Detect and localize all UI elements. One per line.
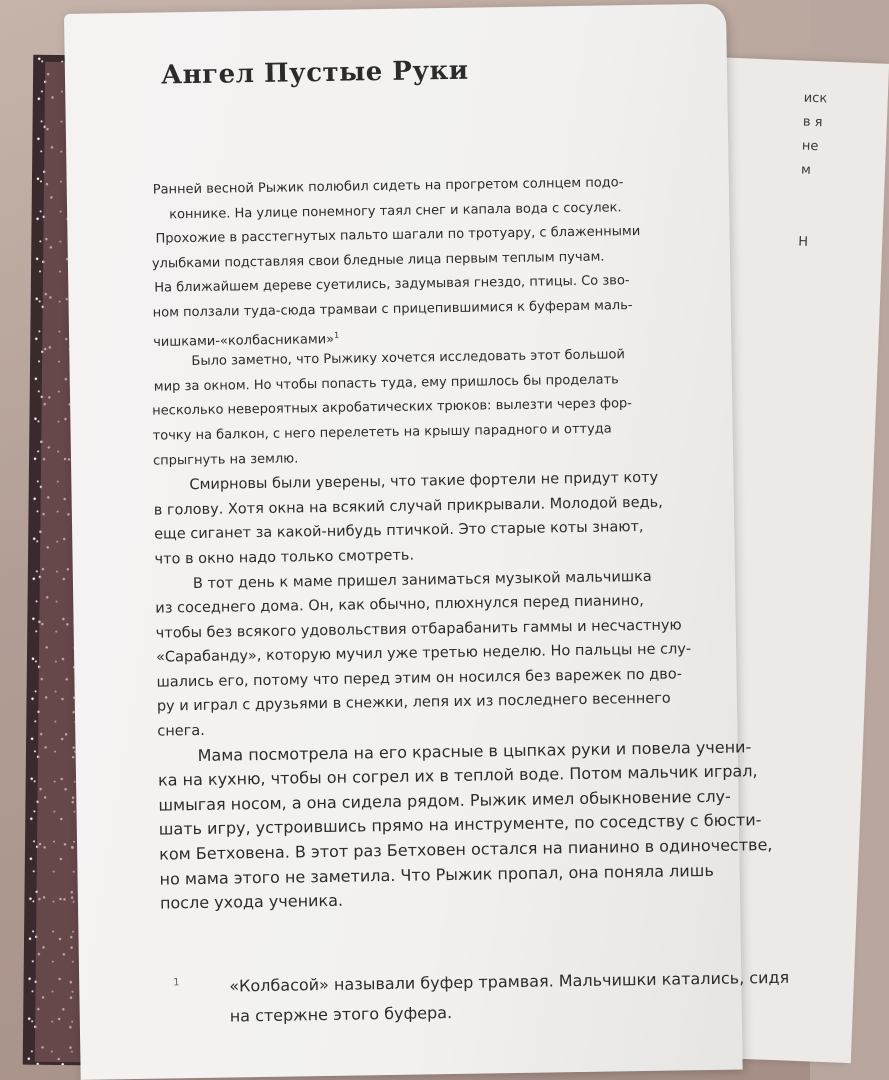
next-page-fragment: не bbox=[801, 138, 819, 155]
text-line: но мама этого не заметила. Что Рыжик пропал, она поняла лишь bbox=[159, 860, 714, 889]
book-page bbox=[64, 4, 790, 1080]
text-line: коннике. На улице понемногу таял снег и капала вода с сосулек. bbox=[169, 199, 622, 222]
text-line: Прохожие в расстегнутых пальто шагали по тротуару, с блаженными bbox=[155, 224, 641, 247]
text-line: На ближайшем дереве суетились, задумывая гнездо, птицы. Со зво- bbox=[154, 273, 630, 296]
text-line: ном ползали туда-сюда трамваи с прицепившимися к буферам маль- bbox=[152, 298, 633, 321]
text-line-content: чишками-«колбасниками» bbox=[153, 331, 335, 350]
next-page-fragment bbox=[800, 183, 824, 208]
text-line: несколько невероятных акробатических трюков: вылезти через фор- bbox=[152, 396, 633, 420]
text-line: точку на балкон, с него перелететь на крышу парадного и оттуда bbox=[152, 421, 612, 444]
text-line: спрыгнуть на землю. bbox=[152, 450, 299, 469]
text-line: из соседнего дома. Он, как обычно, плюхнулся перед пианино, bbox=[155, 593, 644, 617]
footnote-number: 1 bbox=[173, 977, 180, 989]
footnote-ref: 1 bbox=[333, 330, 340, 340]
next-page-fragment: в я bbox=[802, 114, 823, 131]
next-page-fragment: Н bbox=[797, 234, 809, 250]
text-line: снега. bbox=[157, 722, 205, 740]
text-line: Ранней весной Рыжик полюбил сидеть на прогретом солнцем подо- bbox=[152, 175, 624, 198]
next-page-fragment bbox=[799, 206, 823, 231]
text-line: ка на кухню, чтобы он согрел их в теплой воде. Потом мальчик играл, bbox=[157, 761, 758, 790]
text-line: ком Бетховена. В этот раз Бетховен остался на пианино в одиночестве, bbox=[159, 835, 773, 864]
footnote-line: «Колбасой» называли буфер трамвая. Мальчишки катались, сидя bbox=[229, 967, 790, 996]
text-line: улыбками подставляя свои бледные лица первым теплым пучам. bbox=[151, 249, 605, 272]
footnote-line: на стержне этого буфера. bbox=[229, 1003, 453, 1026]
text-line: ру и играл с друзьями в снежки, лепя их из последнего весеннего bbox=[156, 691, 671, 716]
footnote bbox=[229, 963, 790, 1032]
next-page-fragment: иск bbox=[803, 90, 828, 107]
text-line: чтобы без всякого удовольствия отбарабанить гаммы и несчастную bbox=[155, 617, 682, 642]
text-line: что в окно надо только смотреть. bbox=[154, 547, 415, 568]
next-page-fragment: м bbox=[800, 162, 812, 178]
text-line: мир за окном. Но чтобы попасть туда, ему пришлось бы проделать bbox=[153, 372, 619, 395]
text-line: В тот день к маме пришел заниматься музыкой мальчишка bbox=[192, 568, 652, 592]
text-line: в голову. Хотя окна на всякий случай прикрывали. Молодой ведь, bbox=[153, 494, 663, 519]
body-text bbox=[149, 170, 773, 917]
text-line: Мама посмотрела на его красные в цыпках руки и повела учени- bbox=[197, 736, 752, 765]
text-line: «Сарабанду», которую мучил уже третью неделю. Но пальцы не слу- bbox=[155, 641, 692, 666]
text-line: после ухода ученика. bbox=[159, 890, 344, 913]
text-line: шмыгая носом, а она сидела рядом. Рыжик имел обыкновение слу- bbox=[158, 786, 731, 815]
text-line: Было заметно, что Рыжику хочется исследовать этот большой bbox=[191, 347, 625, 370]
text-line: шать игру, устроившись прямо на инструменте, по соседству с бюсти- bbox=[158, 810, 762, 840]
next-page-text bbox=[798, 87, 828, 256]
text-line: Смирновы были уверены, что такие фортели не придут коту bbox=[189, 469, 659, 494]
chapter-title: Ангел Пустые Руки bbox=[160, 55, 469, 91]
text-line: еще сиганет за какой-нибудь птичкой. Это старые коты знают, bbox=[154, 519, 644, 543]
text-line: шались его, потому что перед этим он носился без варежек по дво- bbox=[156, 666, 683, 691]
